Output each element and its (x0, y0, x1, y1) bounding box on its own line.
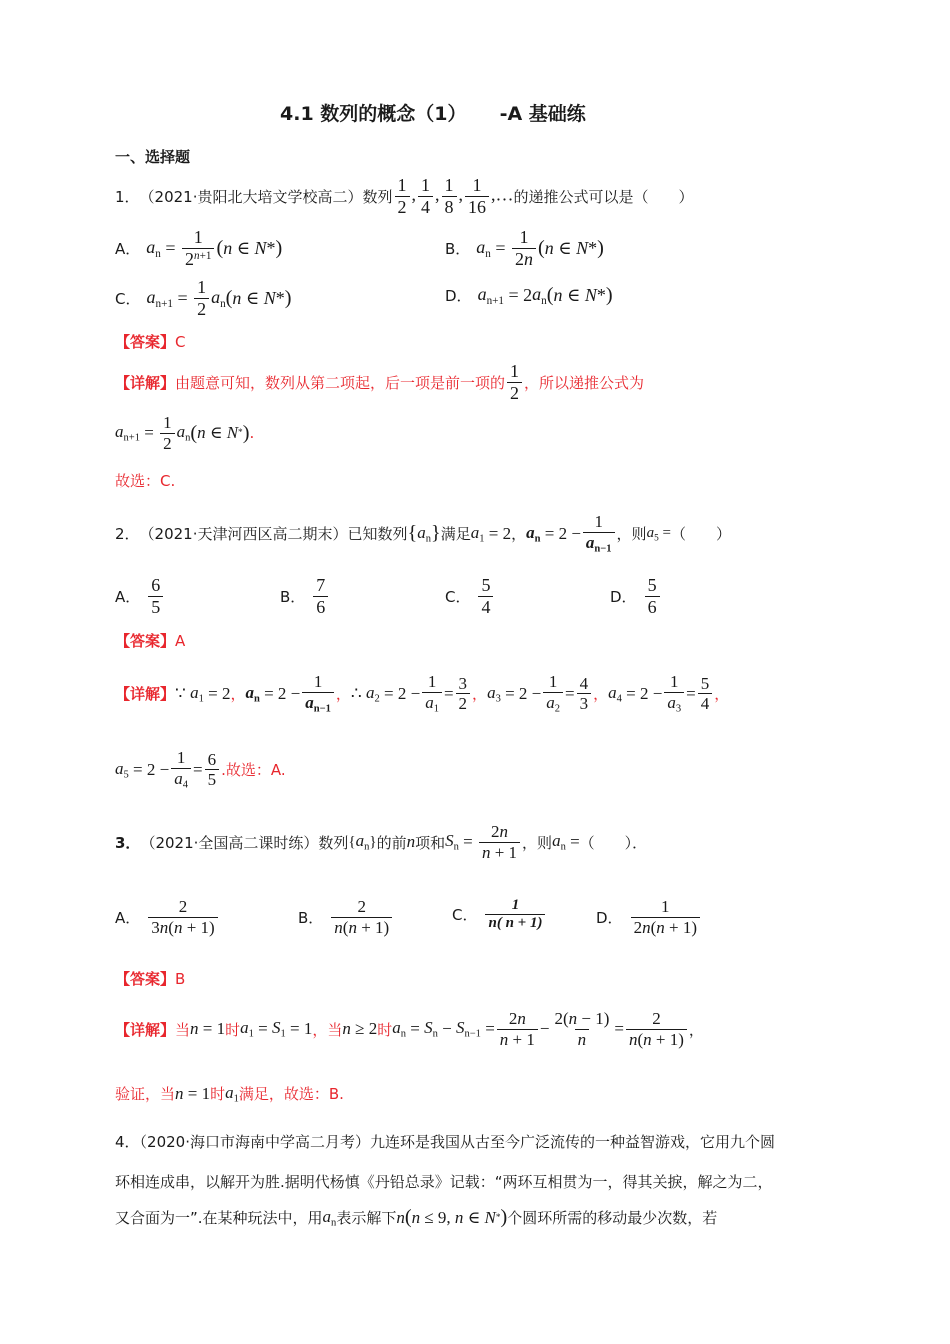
detail-3: 【详解】 当 n = 1 时 $a_1$ = $S_1$ = 1 ，当 n ≥ 2 时 $a_n$ = $S_n$ − $S_{n-1}$ = $\frac{2n}{n + 1}$ − $\frac{2(n - 1)}{n}$ = $\frac{2}{n(n + 1)}$ ， (115, 1009, 704, 1049)
detail-2-cont: $a_5$ = 2 − $\frac{1}{a_4}$ = $\frac{6}{5}$ .故选：A. (115, 748, 286, 791)
detail-1-formula: $a_{n+1}$ = $\frac{1}{2}$ $a_n$ ( n ∈ N * ) . (115, 413, 255, 453)
option-d[interactable]: D． $\frac{5}{6}$ (610, 575, 662, 617)
section-heading: 一、选择题 (115, 148, 191, 166)
question-tail: 的递推公式可以是（ ） (513, 187, 694, 206)
page-title: 4.1 数列的概念（1） -A 基础练 (280, 103, 586, 125)
sequence-terms: $\frac{1}{2}$ , $\frac{1}{4}$ , $\frac{1}{8}$ , $\frac{1}{16}$ ,… (393, 175, 514, 217)
detail-1: 【详解】 由题意可知，数列从第二项起，后一项是前一项的 $\frac{1}{2}$ ，所以递推公式为 (115, 361, 645, 403)
option-b[interactable]: B． $a_n$ = $\frac{1}{2n}$ ( n ∈ N * ) (445, 227, 604, 269)
question-4-line-2: 环相连成串，以解开为胜.据明代杨慎《丹铅总录》记载：“两环互相贯为一，得其关捩，解之为二， (115, 1173, 773, 1191)
answer-3: 【答案】B (115, 970, 186, 988)
option-b[interactable]: B． $\frac{7}{6}$ (280, 575, 330, 617)
question-4-line-1: 4．（2020·海口市海南中学高二月考）九连环是我国从古至今广泛流传的一种益智游戏，它用九个圆 (115, 1133, 775, 1151)
verify-3: 验证，当 n = 1 时 $a_1$ 满足，故选：B. (115, 1083, 344, 1105)
option-d[interactable]: D． $\frac{1}{2n(n + 1)}$ (596, 897, 702, 937)
question-1 (115, 175, 694, 217)
option-b[interactable]: B． $\frac{2}{n(n + 1)}$ (298, 897, 394, 937)
option-c[interactable]: C． $\frac{5}{4}$ (445, 575, 495, 617)
option-d[interactable]: D． $a_{n+1}$ = 2 $a_n$ ( n ∈ N * ) (445, 284, 613, 307)
detail-2: 【详解】 ∵ $a_1$ = 2 ， $a_n$ = 2 − $\frac{1}{a_{n-1}}$ ， ∴ $a_2$ = 2 − $\frac{1}{a_1}$ = $\frac{3}{2}$ ， $a_3$ = 2 − $\frac{1}{a_2}$ = $\frac{4}{3}$ ， $a_4$ = 2 − $\frac{1}{a_3}$ = $\frac{5}{4}$ ， (115, 672, 730, 715)
option-c[interactable]: C． $a_{n+1}$ = $\frac{1}{2}$ $a_n$ ( n ∈ N * ) (115, 277, 292, 319)
option-c[interactable]: C． $\frac{1}{n( n + 1)}$ (452, 897, 547, 933)
question-source: （2021·贵阳北大培文学校高二）数列 (139, 187, 393, 206)
question-number: 1． (115, 187, 140, 206)
answer-1: 【答案】C (115, 333, 186, 351)
question-4-line-3: 又合面为一”.在某种玩法中，用 $a_n$ 表示解下 n ( n ≤ 9, n ∈ N * ) 个圆环所需的移动最少次数，若 (115, 1206, 718, 1229)
conclusion-1: 故选：C. (115, 472, 176, 490)
option-a[interactable]: A． $a_n$ = $\frac{1}{2^{n+1}}$ ( n ∈ N * ) (115, 227, 283, 269)
answer-2: 【答案】A (115, 632, 186, 650)
question-2: 2． （2021·天津河西区高二期末）已知数列 { $a_n$ } 满足 $a_1$ = 2 ， $a_n$ = 2 − $\frac{1}{a_{n-1}}$ ，则 $a_5$ = （ ） (115, 512, 731, 555)
option-a[interactable]: A． $\frac{2}{3n(n + 1)}$ (115, 897, 220, 937)
option-a[interactable]: A． $\frac{6}{5}$ (115, 575, 165, 617)
question-3: 3． （2021·全国高二课时练）数列 { $a_n$ } 的前 n 项和 $S_n$ = $\frac{2n}{n + 1}$ ，则 $a_n$ = （ ）． (115, 822, 648, 862)
